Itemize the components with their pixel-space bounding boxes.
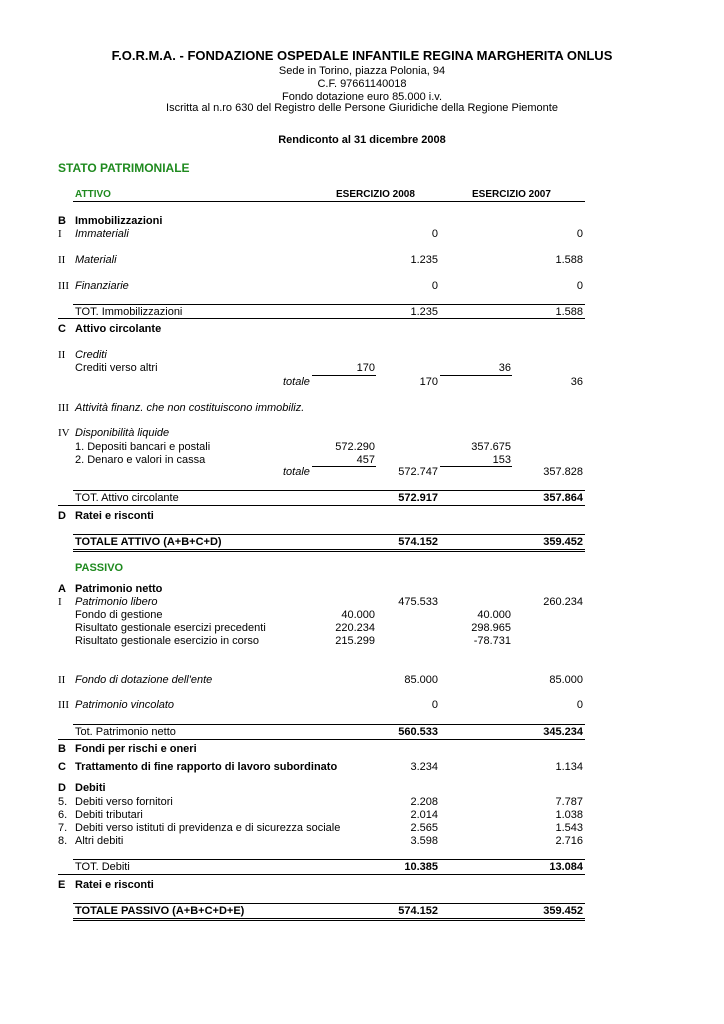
row-label: Debiti verso fornitori [75,796,173,808]
rule [440,375,512,376]
value-2008: 0 [431,699,438,711]
value-2007: 0 [576,699,583,711]
roman-numeral: I [58,228,62,240]
item-number: 8. [58,835,68,847]
item-number: 7. [58,822,68,834]
passivo-heading: PASSIVO [75,562,124,574]
value-2007: 1.543 [555,822,583,834]
roman-numeral: II [58,254,66,266]
value-2008: 1.235 [410,254,438,266]
detail-2007: -78.731 [473,635,511,647]
value-2007: 1.588 [555,306,583,318]
report-subtitle: Rendiconto al 31 dicembre 2008 [278,134,446,146]
row-label: Ratei e risconti [75,510,154,522]
row-label: Debiti tributari [75,809,143,821]
subtotal-label: TOT. Attivo circolante [75,492,179,504]
roman-numeral: II [58,349,66,361]
section-title: STATO PATRIMONIALE [58,161,190,175]
value-2007: 1.134 [555,761,583,773]
total-label: TOTALE PASSIVO (A+B+C+D+E) [75,905,245,917]
row-label: Trattamento di fine rapporto di lavoro subordinato [75,761,338,773]
section-letter: B [58,743,66,755]
value-2008: 3.234 [410,761,438,773]
rule [58,318,585,319]
value-2007: 85.000 [549,674,583,686]
double-rule [73,549,585,552]
row-label: Finanziarie [75,280,129,292]
section-letter: D [58,510,66,522]
value-2008: 560.533 [398,726,438,738]
value-2007: 1.038 [555,809,583,821]
column-2007-header: ESERCIZIO 2007 [472,189,551,200]
row-label: Immobilizzazioni [75,215,163,227]
detail-2008: 170 [356,362,375,374]
rule [58,505,585,506]
value-2007: 36 [570,376,583,388]
rule [312,466,376,467]
item-number: 5. [58,796,68,808]
section-letter: D [58,782,66,794]
detail-2008: 215.299 [335,635,375,647]
section-letter: C [58,323,66,335]
section-letter: C [58,761,66,773]
value-2008: 2.014 [410,809,438,821]
rule [58,874,585,875]
roman-numeral: II [58,674,66,686]
item-number: 6. [58,809,68,821]
row-label: Fondo di dotazione dell'ente [75,674,213,686]
row-label: Patrimonio netto [75,583,163,595]
section-letter: B [58,215,66,227]
value-2008: 2.565 [410,822,438,834]
value-2007: 345.234 [543,726,583,738]
value-2008: 85.000 [404,674,438,686]
row-label: 2. Denaro e valori in cassa [75,454,206,466]
section-letter: E [58,879,66,891]
value-2008: 170 [419,376,438,388]
row-label: Materiali [75,254,117,266]
value-2007: 359.452 [543,905,583,917]
rule [73,490,585,491]
detail-2008: 572.290 [335,441,375,453]
rule [440,466,512,467]
row-label: Risultato gestionale esercizio in corso [75,635,260,647]
rule [73,534,585,535]
document-title: F.O.R.M.A. - FONDAZIONE OSPEDALE INFANTILE REGINA MARGHERITA ONLUS [111,48,613,63]
value-2007: 0 [576,280,583,292]
registry-line: Iscritta al n.ro 630 del Registro delle Persone Giuridiche della Regione Piemonte [166,102,558,114]
value-2008: 1.235 [410,306,438,318]
value-2008: 574.152 [398,905,438,917]
value-2007: 260.234 [543,596,583,608]
address-line: Sede in Torino, piazza Polonia, 94 [278,65,446,77]
rule [73,903,585,904]
double-rule [73,918,585,921]
row-label: Debiti [75,782,106,794]
row-label: Disponibilità liquide [75,427,170,439]
row-label: Attività finanz. che non costituiscono immobiliz. [75,402,305,414]
value-2007: 0 [576,228,583,240]
section-letter: A [58,583,66,595]
subtotal-label: TOT. Debiti [75,861,130,873]
value-2008: 2.208 [410,796,438,808]
total-label: TOTALE ATTIVO (A+B+C+D) [75,536,222,548]
roman-numeral: IV [58,427,70,439]
row-label: Debiti verso istituti di previdenza e di sicurezza sociale [75,822,341,834]
value-2008: 3.598 [410,835,438,847]
row-label: Immateriali [75,228,129,240]
value-2008: 0 [431,280,438,292]
rule [73,304,585,305]
row-label: Ratei e risconti [75,879,154,891]
row-label: Patrimonio libero [75,596,158,608]
value-2007: 357.828 [543,466,583,478]
value-2008: 572.917 [398,492,438,504]
detail-2008: 457 [356,454,375,466]
row-label: Risultato gestionale esercizi precedenti [75,622,266,634]
detail-2007: 40.000 [477,609,511,621]
value-2008: 10.385 [404,861,438,873]
value-2007: 7.787 [555,796,583,808]
detail-2007: 298.965 [471,622,511,634]
value-2008: 475.533 [398,596,438,608]
value-2008: 574.152 [398,536,438,548]
roman-numeral: I [58,596,62,608]
row-label: Crediti [75,349,107,361]
value-2008: 572.747 [398,466,438,478]
detail-2007: 357.675 [471,441,511,453]
value-2007: 357.864 [543,492,583,504]
roman-numeral: III [58,402,69,414]
endowment-line: Fondo dotazione euro 85.000 i.v. [281,91,443,103]
row-label: Fondi per rischi e oneri [75,743,197,755]
value-2008: 0 [431,228,438,240]
attivo-heading: ATTIVO [75,189,111,200]
row-label: Patrimonio vincolato [75,699,175,711]
detail-2007: 36 [498,362,511,374]
row-label: 1. Depositi bancari e postali [75,441,211,453]
totale-label: totale [283,466,310,478]
row-label: Fondo di gestione [75,609,163,621]
subtotal-label: TOT. Immobilizzazioni [75,306,183,318]
column-2008-header: ESERCIZIO 2008 [336,189,415,200]
value-2007: 1.588 [555,254,583,266]
rule [73,724,585,725]
header-rule [73,201,585,202]
rule [73,859,585,860]
value-2007: 2.716 [555,835,583,847]
detail-2008: 40.000 [341,609,375,621]
row-label: Altri debiti [75,835,124,847]
totale-label: totale [283,376,310,388]
detail-2008: 220.234 [335,622,375,634]
rule [58,739,585,740]
detail-2007: 153 [492,454,511,466]
subtotal-label: Tot. Patrimonio netto [75,726,176,738]
roman-numeral: III [58,280,69,292]
tax-code-line: C.F. 97661140018 [317,78,407,90]
value-2007: 13.084 [549,861,583,873]
row-label: Crediti verso altri [75,362,158,374]
roman-numeral: III [58,699,69,711]
row-label: Attivo circolante [75,323,162,335]
rule [312,375,376,376]
value-2007: 359.452 [543,536,583,548]
